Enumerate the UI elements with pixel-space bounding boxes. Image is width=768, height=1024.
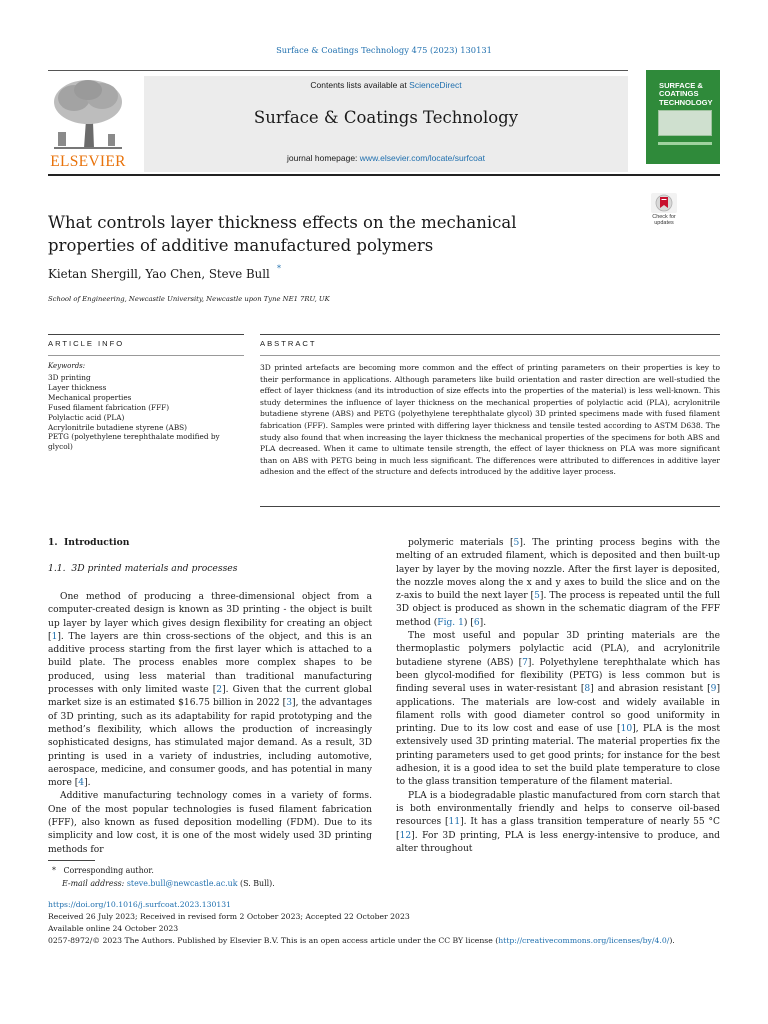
journal-masthead	[144, 76, 628, 172]
body-column-left	[48, 591, 372, 857]
copyright-line	[48, 936, 675, 945]
journal-cover[interactable]	[646, 70, 720, 164]
section-heading: 1. Introduction	[48, 537, 130, 548]
corresponding-footnote	[52, 866, 154, 875]
email-suffix: (S. Bull).	[240, 879, 275, 888]
header-bottom-rule	[48, 174, 720, 176]
contents-line	[144, 80, 628, 90]
homepage-prefix: journal homepage:	[287, 153, 358, 163]
paragraph-text: ].	[479, 617, 487, 628]
citation-link[interactable]: 2	[216, 685, 223, 696]
received-dates: Received 26 July 2023; Received in revised form 2 October 2023; Accepted 22 October 2023	[48, 912, 410, 921]
elsevier-logo[interactable]	[48, 76, 130, 170]
citation-link[interactable]: 10	[620, 724, 633, 735]
keyword: Layer thickness	[48, 382, 107, 392]
body-paragraph	[48, 790, 372, 856]
paragraph-text: ] applications. The materials are low-cost and widely available in filament rolls with good diameter control so good uniformity in printing. Due to its low cost and ease of use [	[396, 684, 721, 735]
journal-header	[48, 70, 720, 174]
homepage-link[interactable]: www.elsevier.com/locate/surfcoat	[359, 153, 485, 163]
paragraph-text: Additive manufacturing technology comes in a variety of forms. One of the most popular technologies is fused filament fabrication (FFF), also known as fused deposition modelling (FDM). Due to its simplicity and low cost, it is one of the most widely used 3D printing methods for	[48, 791, 372, 855]
keywords-list	[48, 373, 228, 452]
citation-link[interactable]: 12	[399, 830, 412, 841]
check-updates-label: Check for	[652, 214, 676, 220]
contents-prefix: Contents lists available at	[310, 80, 407, 90]
online-date: Available online 24 October 2023	[48, 924, 179, 933]
cover-title-line: COATINGS	[659, 89, 699, 99]
check-updates-label: updates	[654, 220, 674, 226]
paragraph-text: PLA is a biodegradable plastic manufactured from corn starch that is both environmentally friendly and helps to conserve oil-based resources [	[396, 790, 720, 828]
corresponding-author-mark[interactable]: *	[277, 264, 281, 273]
keyword: PETG (polyethylene terephthalate modified by	[48, 432, 220, 442]
paragraph-text: ]. It has a glass transition temperature of nearly 55 °C [	[396, 817, 720, 841]
footnote-label: Corresponding author.	[63, 866, 154, 875]
journal-title: Surface & Coatings Technology	[253, 108, 519, 127]
keyword: Polylactic acid (PLA)	[48, 412, 125, 422]
footnote-rule	[48, 860, 95, 861]
doi-text[interactable]: https://doi.org/10.1016/j.surfcoat.2023.130131	[48, 900, 232, 909]
article-title: What controls layer thickness effects on the mechanical properties of additive manufactured polymers	[48, 213, 517, 255]
citation-link[interactable]: 5	[534, 591, 540, 602]
copyright-text: 0257-8972/© 2023 The Authors. Published by Elsevier B.V. This is an open access article under the CC BY license (	[48, 936, 499, 945]
body-column-right	[396, 537, 720, 856]
sciencedirect-link[interactable]: ScienceDirect	[409, 80, 462, 90]
abstract-inner-rule	[260, 355, 720, 356]
email-footnote	[62, 879, 275, 888]
abstract-rule	[260, 334, 720, 335]
abstract-bottom-rule	[260, 506, 720, 507]
paragraph-text: ]. The layers are thin cross-sections of the object, and this is an additive process starting from the first layer which is attached to a build plate. The process enables more complex shapes to be produced, using less material than traditional manufacturing processes with only limited waste [	[48, 631, 372, 696]
cover-image	[658, 110, 712, 136]
paragraph-text: ]. Polyethylene terephthalate which has been glycol-modified for flexibility (PETG) is less common but is finding several uses in water-resistant [	[396, 657, 720, 695]
paragraph-text: ].	[84, 778, 91, 789]
paragraph-text: ) [	[463, 617, 474, 628]
abstract-text: 3D printed artefacts are becoming more common and the effect of printing parameters on their properties is key to their performance in applications. Although parameters like build orientation and raster direction are well-studied the effect of layer thickness (and its introduction of size effects into the properties of the material) is less well-known. This study determines the influence of layer thickness on the mechanical properties of polylactic acid (PLA), acrylonitrile butadiene styrene (ABS) and PETG (polyethylene terephthalate glycol) 3D printed specimens made with fused filament fabrication (FFF). Samples were printed with differing layer thickness and tensile tested according to ASTM D638. The study also found that when increasing the layer thickness the mechanical properties of the specimens for both ABS and PLA decreased. When it came to ultimate tensile strength, the effect of layer thickness on PLA was more significant than on ABS with PETG being in much less significant. The differences were attributed to differences in additive layer adhesion and the effect of the structure and defects introduced by the additive layer process.	[260, 363, 720, 477]
email-link[interactable]: steve.bull@newcastle.ac.uk	[126, 879, 238, 888]
copyright-suffix: ).	[669, 936, 675, 945]
paragraph-text: ]. The process is repeated until the full 3D object is produced as shown in the schematic diagram of the FFF method (	[396, 591, 720, 628]
citation-link[interactable]: 8	[584, 684, 591, 695]
citation-link[interactable]: 4	[78, 778, 85, 789]
elsevier-wordmark: ELSEVIER	[50, 153, 126, 170]
citation-link[interactable]: 7	[522, 657, 528, 668]
article-info-rule	[48, 334, 244, 335]
paragraph-text: The most useful and popular 3D printing materials are the thermoplastic polymers polylactic acid (PLA), and acrylonitrile butadiene styrene (ABS) [	[396, 631, 720, 668]
keyword: glycol)	[48, 442, 73, 452]
citation-link[interactable]: 5	[513, 538, 520, 548]
paragraph-text: One method of producing a three-dimensional object from a computer-created design is known as 3D printing - the object is built up layer by layer which gives design flexibility for creating an object [	[48, 592, 372, 642]
homepage-line	[144, 153, 628, 163]
citation-link[interactable]: 9	[710, 684, 717, 695]
body-paragraph	[396, 630, 720, 790]
body-paragraph	[396, 790, 720, 856]
paragraph-text: ], PLA is the most extensively used 3D printing material. The material properties fix the printing parameters used to get good prints; for instance for the best adhesion, it is a good idea to set the build plate temperature to close to the glass transition temperature of the filament material.	[396, 724, 720, 788]
check-for-updates-button[interactable]	[644, 193, 684, 229]
paragraph-text: ], the advantages of 3D printing, such as its adaptability for rapid prototyping and the method’s flexibility, which allows the production of increasingly sophisticated designs, has stimulated major demand. As a result, 3D printing is used in a variety of industries, including automotive, aerospace, medicine, and consumer goods, and has potential in many more [	[48, 698, 372, 789]
body-paragraph	[396, 537, 720, 630]
paragraph-text: ]. For 3D printing, PLA is less energy-intensive to produce, and alter throughout	[396, 830, 720, 854]
header-top-rule	[48, 70, 628, 71]
citation-link[interactable]: Fig. 1	[437, 617, 464, 628]
article-info-inner-rule	[48, 355, 244, 356]
check-updates-icon	[651, 193, 677, 213]
body-paragraph	[48, 591, 372, 790]
paragraph-text: ]. Given that the current global market size is an estimated $16.75 billion in 2022 [	[48, 685, 372, 709]
paragraph-text: ]. The printing process begins with the melting of an extruded filament, which is deposited and then built-up layer by layer by the moving nozzle. After the first layer is deposited, the nozzle moves along the x and y axes to build the slice and on the z-axis to build the next layer [	[396, 538, 721, 602]
cover-title-line: SURFACE &	[659, 81, 703, 90]
citation-link[interactable]: 6	[473, 617, 480, 628]
journal-citation[interactable]	[0, 45, 768, 55]
abstract-heading: ABSTRACT	[260, 339, 317, 348]
keyword: Acrylonitrile butadiene styrene (ABS)	[48, 422, 188, 432]
cover-title-line: TECHNOLOGY	[659, 97, 713, 107]
email-label: E-mail address:	[62, 879, 125, 888]
keyword: 3D printing	[48, 373, 91, 382]
elsevier-tree-icon	[48, 76, 128, 150]
citation-link[interactable]: 11	[448, 817, 461, 828]
affiliation: School of Engineering, Newcastle University, Newcastle upon Tyne NE1 7RU, UK	[48, 295, 330, 303]
subsection-heading: 1.1. 3D printed materials and processes	[48, 563, 238, 574]
keywords-label: Keywords:	[48, 362, 86, 370]
cover-stripe	[658, 142, 712, 145]
paragraph-text: ] and abrasion resistant [	[590, 684, 711, 695]
keyword: Mechanical properties	[48, 392, 132, 402]
footnote-mark: *	[52, 866, 56, 875]
journal-citation-text[interactable]: Surface & Coatings Technology 475 (2023) 130131	[276, 45, 492, 55]
license-link[interactable]: http://creativecommons.org/licenses/by/4.0/	[498, 936, 670, 945]
keyword: Fused filament fabrication (FFF)	[48, 402, 170, 412]
article-info-heading: ARTICLE INFO	[48, 339, 125, 348]
doi-link[interactable]	[48, 900, 231, 909]
paragraph-text: polymeric materials [	[408, 538, 514, 548]
citation-link[interactable]: 3	[286, 698, 293, 709]
citation-link[interactable]: 1	[51, 631, 58, 642]
author-list: Kietan Shergill, Yao Chen, Steve Bull	[48, 267, 270, 281]
